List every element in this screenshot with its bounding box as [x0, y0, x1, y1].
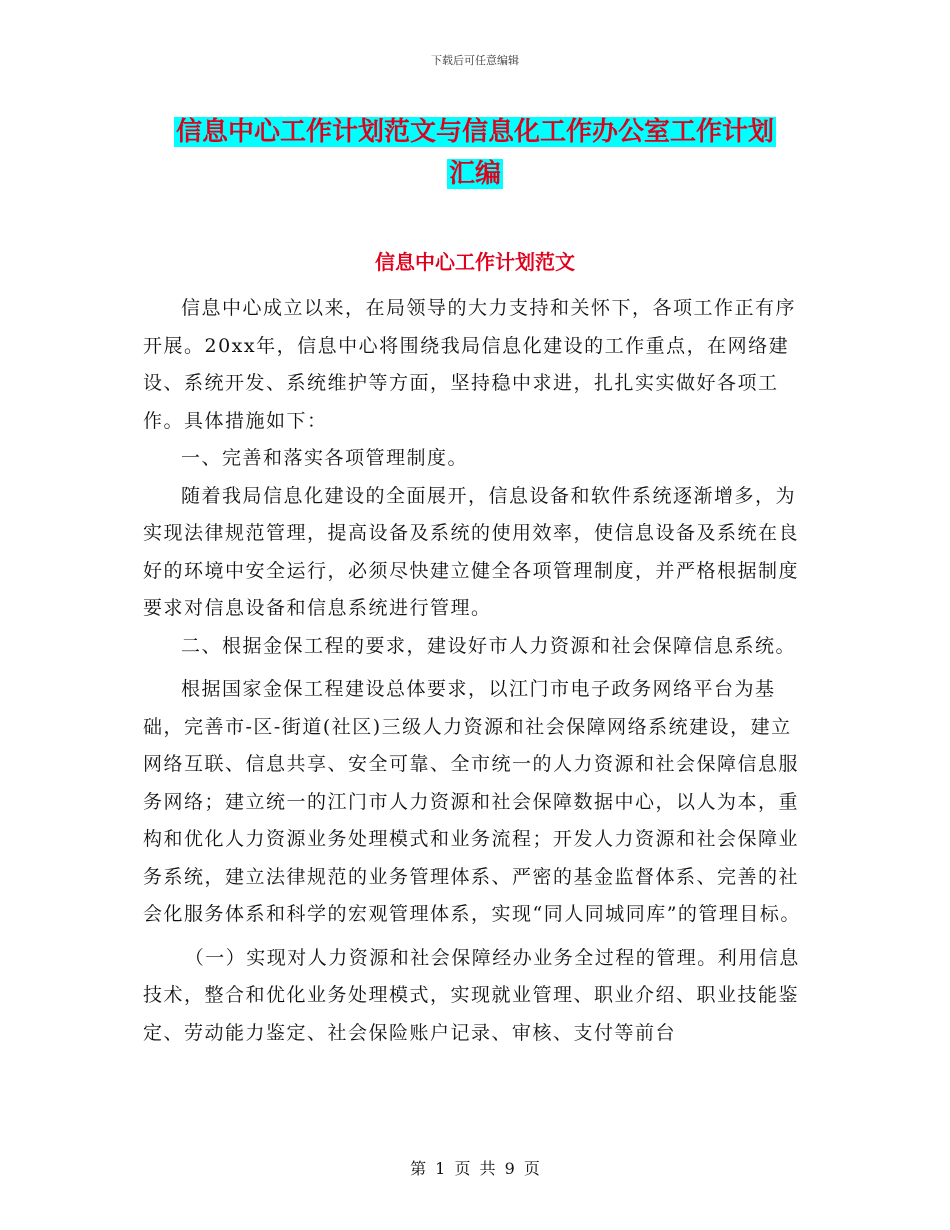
paragraph: 二、根据金保工程的要求，建设好市人力资源和社会保障信息系统。	[181, 634, 797, 657]
document-title-line-1	[0, 110, 950, 154]
document-body	[143, 290, 807, 1052]
section-title: 信息中心工作计划范文	[375, 250, 575, 274]
paragraph: 一、完善和落实各项管理制度。	[181, 447, 469, 469]
paragraph: 随着我局信息化建设的全面展开，信息设备和软件系统逐渐增多，为实现法律规范管理，提高设备及系统的使用效率，使信息设备及系统在良好的环境中安全运行，必须尽快建立健全各项管理制度，并严格根据制度要求对信息设备和信息系统进行管理。	[143, 484, 800, 619]
page-number: 第 1 页 共 9 页	[410, 1159, 540, 1178]
document-title-text-1: 信息中心工作计划范文与信息化工作办公室工作计划	[175, 117, 774, 147]
header-note: 下载后可任意编辑	[431, 54, 519, 67]
document-title-line-2	[0, 152, 950, 196]
document-title-text-2: 汇编	[448, 159, 501, 189]
paragraph: （一）实现对人力资源和社会保障经办业务全过程的管理。利用信息技术，整合和优化业务处理模式，实现就业管理、职业介绍、职业技能鉴定、劳动能力鉴定、社会保险账户记录、审核、支付等前台	[143, 946, 800, 1044]
paragraph: 根据国家金保工程建设总体要求，以江门市电子政务网络平台为基础，完善市-区-街道(社区)三级人力资源和社会保障网络系统建设，建立网络互联、信息共享、安全可靠、全市统一的人力资源和社会保障信息服务网络；建立统一的江门市人力资源和社会保障数据中心，以人为本，重构和优化人力资源业务处理模式和业务流程；开发人力资源和社会保障业务系统，建立法律规范的业务管理体系、严密的基金监督体系、完善的社会化服务体系和科学的宏观管理体系，实现“同人同城同库”的管理目标。	[143, 678, 801, 925]
paragraph: 信息中心成立以来，在局领导的大力支持和关怀下，各项工作正有序开展。20xx年，信息中心将围绕我局信息化建设的工作重点，在网络建设、系统开发、系统维护等方面，坚持稳中求进，扎扎实实做好各项工作。具体措施如下：	[143, 297, 797, 432]
